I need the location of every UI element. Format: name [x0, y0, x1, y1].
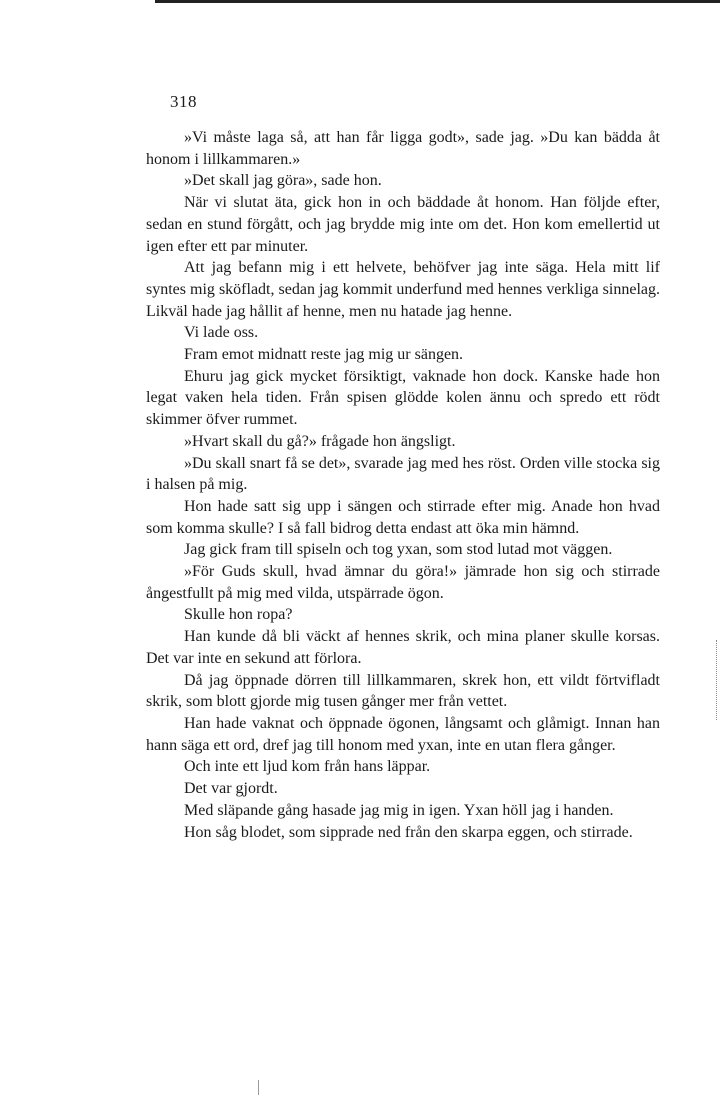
paragraph: Ehuru jag gick mycket försiktigt, vaknade hon dock. Kanske hade hon legat vaken hela tiden. Från spisen glödde kolen ännu och spredo ett rödt skimmer öfver rummet. — [146, 367, 660, 429]
scan-bottom-mark — [258, 1080, 259, 1095]
paragraph: Fram emot midnatt reste jag mig ur sängen. — [184, 346, 464, 364]
paragraph: »Hvart skall du gå?» frågade hon ängsligt. — [184, 432, 456, 450]
top-edge-rule — [155, 0, 720, 3]
paragraph: Hon hade satt sig upp i sängen och stirrade efter mig. Anade hon hvad som komma skulle? I så fall bidrog detta endast att öka min hämnd. — [146, 497, 660, 537]
paragraph: Och inte ett ljud kom från hans läppar. — [184, 758, 431, 776]
paragraph: Skulle hon ropa? — [184, 606, 293, 624]
paragraph: Vi lade oss. — [184, 324, 259, 342]
paragraph: »För Guds skull, hvad ämnar du göra!» jämrade hon sig och stirrade ångestfullt på mig med vilda, utspärrade ögon. — [146, 563, 660, 602]
scan-edge-specks — [716, 640, 718, 720]
paragraph: Att jag befann mig i ett helvete, behöfver jag inte säga. Hela mitt lif syntes mig sköfladt, sedan jag kommit underfund med hennes verkliga sinnelag. Likväl hade jag hållit af henne, men nu hatade jag henne. — [146, 259, 660, 320]
paragraph: »Du skall snart få se det», svarade jag med hes röst. Orden ville stocka sig i halsen på mig. — [146, 454, 660, 494]
page-number: 318 — [170, 92, 197, 111]
body-text — [146, 127, 660, 843]
paragraph: Hon såg blodet, som sipprade ned från den skarpa eggen, och stirrade. — [184, 823, 633, 841]
paragraph: Jag gick fram till spiseln och tog yxan, som stod lutad mot väggen. — [184, 541, 613, 559]
paragraph: Han kunde då bli väckt af hennes skrik, och mina planer skulle korsas. Det var inte en sekund att förlora. — [146, 628, 660, 667]
paragraph: När vi slutat äta, gick hon in och bäddade åt honom. Han följde efter, sedan en stund förgått, och jag brydde mig inte om det. Hon kom emellertid ut igen efter ett par minuter. — [146, 194, 660, 255]
paragraph: »Det skall jag göra», sade hon. — [184, 172, 382, 190]
paragraph: Då jag öppnade dörren till lillkammaren, skrek hon, ett vildt förtvifladt skrik, som blott gjorde mig tusen gånger mer från vettet. — [146, 671, 660, 711]
paragraph: »Vi måste laga så, att han får ligga godt», sade jag. »Du kan bädda åt honom i lillkammaren.» — [146, 129, 660, 168]
paragraph: Han hade vaknat och öppnade ögonen, långsamt och glåmigt. Innan han hann säga ett ord, dref jag till honom med yxan, inte en utan flera gånger. — [146, 714, 660, 754]
paragraph: Med släpande gång hasade jag mig in igen. Yxan höll jag i handen. — [184, 801, 614, 819]
paragraph: Det var gjordt. — [184, 780, 278, 798]
